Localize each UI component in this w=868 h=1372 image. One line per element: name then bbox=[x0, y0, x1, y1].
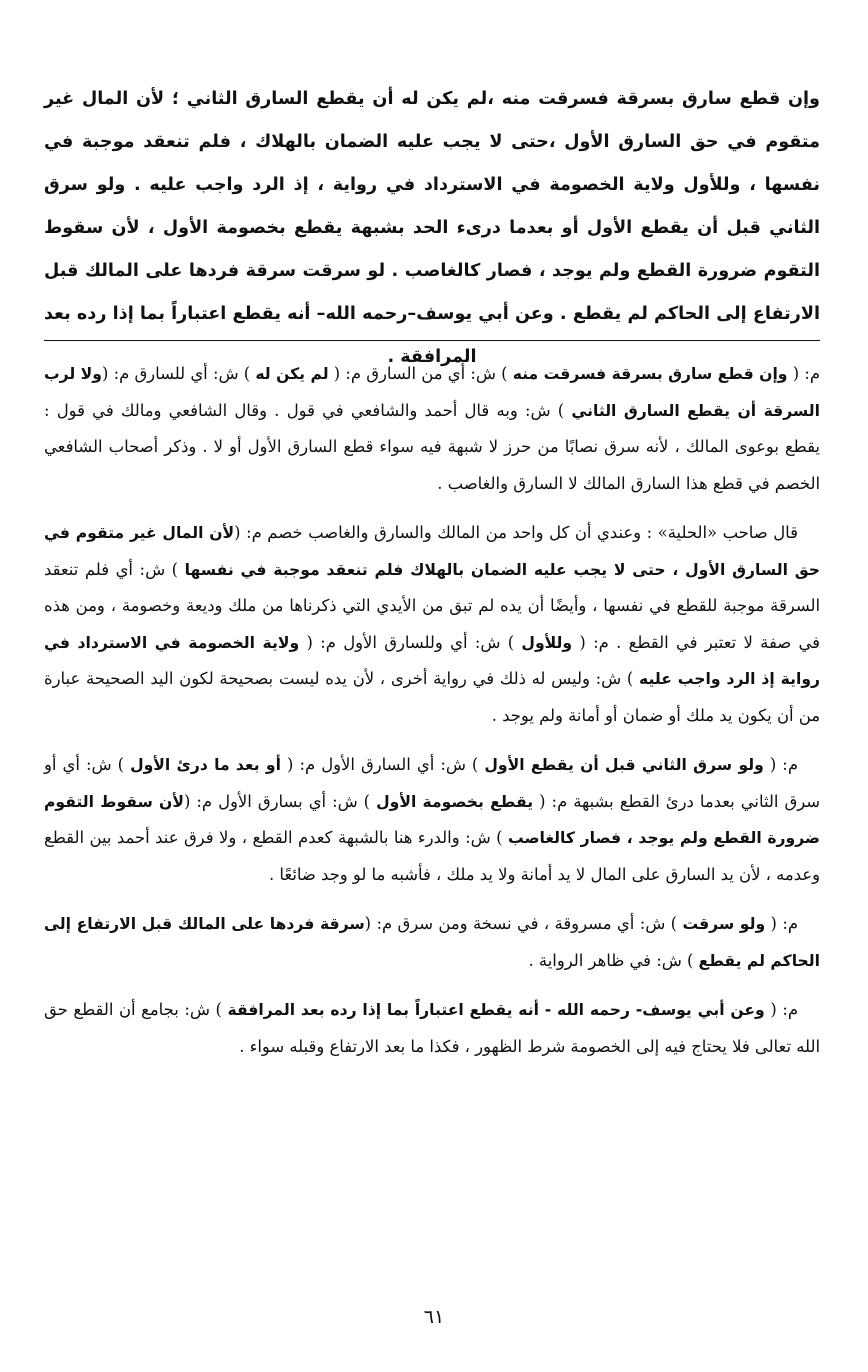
matn-quote: ولا لرب السرقة أن يقطع السارق الثاني bbox=[44, 365, 821, 420]
commentary-paragraph bbox=[44, 747, 820, 893]
commentary-text: ) ش: بجامع أن القطع حق الله تعالى فلا يحتاج فيه إلى الخصومة شرط الظهور ، فكذا ما بعد الارتفاع وقبله سواء . bbox=[44, 1000, 820, 1056]
commentary-text: ) ش: أي بسارق الأول م: ( bbox=[183, 791, 377, 811]
commentary-paragraph bbox=[44, 992, 820, 1065]
commentary-text: ) ش: أي للسارق م: ( bbox=[101, 364, 256, 383]
commentary-paragraph bbox=[44, 906, 820, 979]
commentary-text: ) ش: وليس له ذلك في رواية أخرى ، لأن يده ليست بصحيحة لكون اليد الصحيحة عبارة من أن يكون يد ملك أو ضمان أو أمانة ولم يوجد . bbox=[44, 669, 820, 725]
commentary bbox=[44, 356, 820, 1078]
matn-quote: لأن المال غير متقوم في حق السارق الأول ، حتى لا يجب عليه الضمان بالهلاك فلم تنعقد موجبة في نفسها bbox=[44, 524, 820, 579]
commentary-text: ) ش: وبه قال أحمد والشافعي في قول . وقال الشافعي ومالك في قول : يقطع بوعوى المالك ، لأنه سرق نصابًا من حرز لا شبهة فيه سواء قطع السارق الأول أو لا . وذكر أصحاب الشافعي الخصم في قطع هذا السارق المالك لا السارق والغاصب . bbox=[44, 400, 820, 493]
commentary-text: ) ش: أي السارق الأول م: ( bbox=[280, 755, 485, 774]
matn-quote: ولاية الخصومة في الاسترداد في رواية إذ الرد واجب عليه bbox=[44, 633, 820, 688]
commentary-text: ) ش: أي فلم تنعقد السرقة موجبة للقطع في نفسها ، وأيضًا أن يده لم تبق من الأيدي التي ذكرناها من ملك وديعة وخصومة ، ومن هذه في صفة لا تعتبر في القطع . م: ( bbox=[44, 559, 820, 652]
separator-line bbox=[44, 340, 820, 341]
matn-quote: ولو سرقت bbox=[682, 915, 766, 933]
matn-quote: يقطع بخصومة الأول bbox=[376, 792, 534, 811]
commentary-text: ) ش: في ظاهر الرواية . bbox=[528, 950, 699, 970]
commentary-text: ) ش: أي من السارق م: ( bbox=[328, 364, 513, 383]
matn-quote: وعن أبي يوسف- رحمه الله - أنه يقطع اعتباراً بما إذا رده بعد المرافقة bbox=[227, 1001, 765, 1019]
commentary-text: م: ( bbox=[787, 364, 820, 383]
commentary-text: م: ( bbox=[764, 1000, 798, 1019]
matn-quote: وللأول bbox=[521, 633, 573, 652]
commentary-text: ) ش: أي مسروقة ، في نسخة ومن سرق م: ( bbox=[364, 914, 683, 933]
matn-quote: لم يكن له bbox=[255, 365, 329, 383]
commentary-paragraph bbox=[44, 356, 820, 502]
commentary-text: قال صاحب «الحلية» : وعندي أن كل واحد من المالك والسارق والغاصب خصم م: ( bbox=[234, 523, 798, 542]
matn-quote: وإن قطع سارق بسرقة فسرقت منه bbox=[512, 365, 788, 383]
commentary-text: ) ش: والدرء هنا بالشبهة كعدم القطع ، ولا فرق عند أحمد بين القطع وعدمه ، لأن يد السارق على المال لا يد أمانة ولا يد ملك ، فأشبه ما لو وجد ضائعًا . bbox=[44, 828, 820, 884]
commentary-text: ) ش: أي أو سرق الثاني بعدما درئ القطع بشبهة م: ( bbox=[44, 755, 820, 811]
commentary-paragraph bbox=[44, 515, 820, 734]
matn-text: وإن قطع سارق بسرقة فسرقت منه ،لم يكن له أن يقطع السارق الثاني ؛ لأن المال غير متقوم في حق السارق الأول ،حتى لا يجب عليه الضمان بالهلاك ، فلم تنعقد موجبة في نفسها ، وللأول ولاية الخصومة في الاسترداد في رواية ، إذ الرد واجب عليه . ولو سرق الثاني قبل أن يقطع الأول أو بعدما درىء الحد بشبهة يقطع بخصومة الأول ، لأن سقوط التقوم ضرورة القطع ولم يوجد ، فصار كالغاصب . لو سرقت سرقة فردها على المالك قبل الارتفاع إلى الحاكم لم يقطع . وعن أبي يوسف–رحمه الله– أنه يقطع اعتباراً بما إذا رده بعد المرافقة . bbox=[44, 89, 820, 367]
matn-quote: ولو سرق الثاني قبل أن يقطع الأول bbox=[484, 756, 764, 774]
matn-quote: أو بعد ما درئ الأول bbox=[130, 756, 281, 774]
commentary-text: م: ( bbox=[765, 914, 799, 933]
commentary-text: ) ش: أي وللسارق الأول م: ( bbox=[299, 632, 522, 652]
commentary-text: م: ( bbox=[763, 755, 798, 774]
page-number: ٦١ bbox=[423, 1306, 445, 1328]
matn-quote: سرقة فردها على المالك قبل الارتفاع إلى الحاكم لم يقطع bbox=[44, 915, 820, 970]
matn-quote: لأن سقوط التقوم ضرورة القطع ولم يوجد ، فصار كالغاصب bbox=[44, 792, 820, 847]
